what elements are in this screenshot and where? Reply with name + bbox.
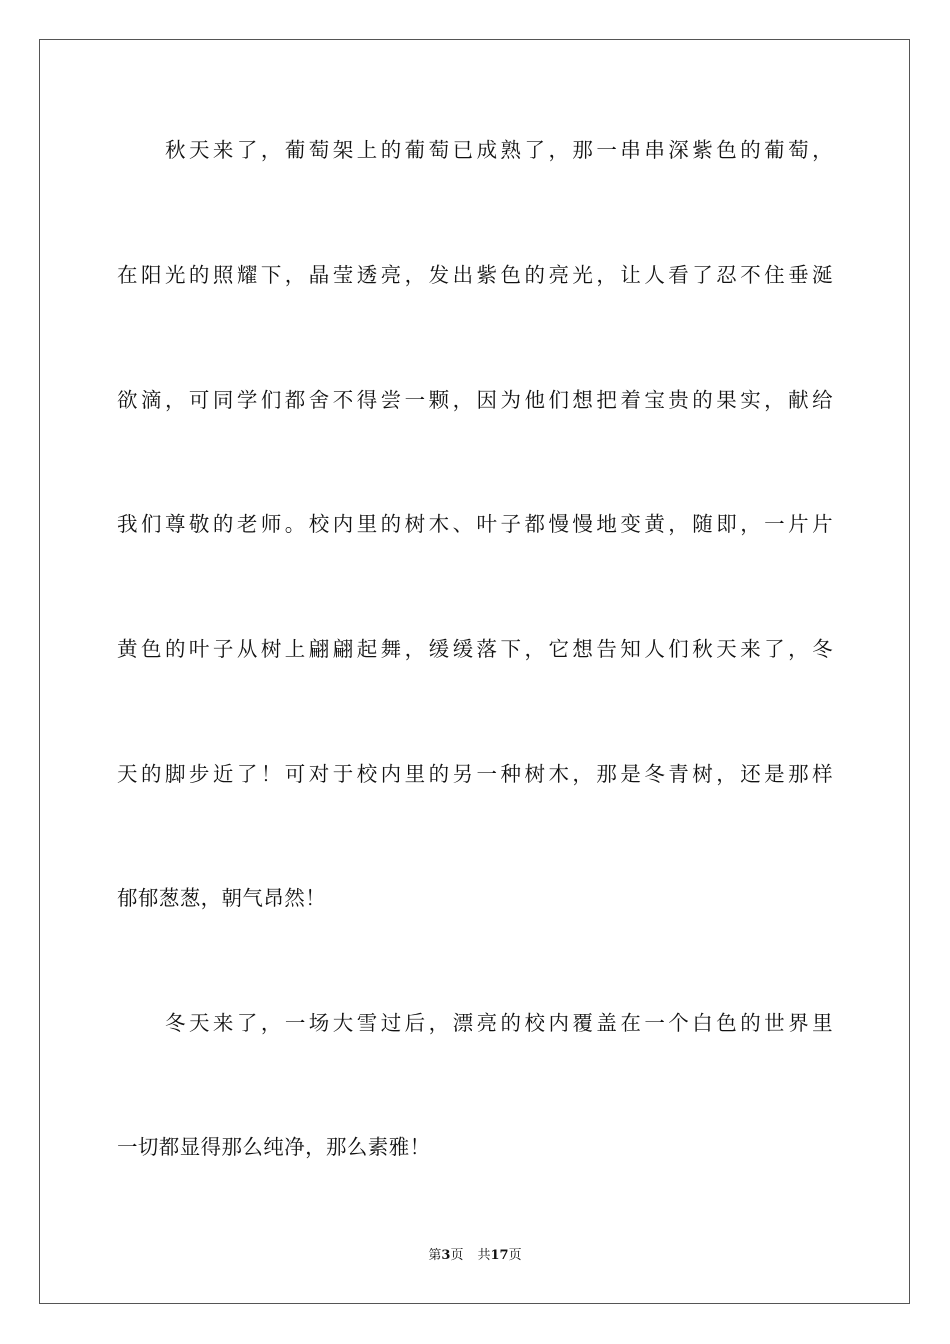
- page-border: [39, 39, 910, 1304]
- paragraph-line: 冬天来了，一场大雪过后，漂亮的校内覆盖在一个白色的世界里: [165, 1011, 833, 1035]
- page-number: 3: [441, 1248, 451, 1263]
- page-suffix: 页: [450, 1248, 464, 1263]
- total-prefix: 共: [477, 1248, 491, 1263]
- paragraph-line: 郁郁葱葱，朝气昂然！: [117, 886, 326, 910]
- paragraph-line: 天的脚步近了！可对于校内里的另一种树木，那是冬青树，还是那样: [117, 762, 833, 786]
- paragraph-line: 秋天来了，葡萄架上的葡萄已成熟了，那一串串深紫色的葡萄，: [165, 138, 833, 162]
- total-suffix: 页: [508, 1248, 522, 1263]
- paragraph-line: 欲滴，可同学们都舍不得尝一颗，因为他们想把着宝贵的果实，献给: [117, 388, 833, 412]
- paragraph-line: 黄色的叶子从树上翩翩起舞，缓缓落下，它想告知人们秋天来了，冬: [117, 637, 833, 661]
- page-footer: [0, 1248, 950, 1264]
- page-prefix: 第: [428, 1248, 442, 1263]
- paragraph-line: 一切都显得那么纯净，那么素雅！: [117, 1135, 431, 1159]
- paragraph-line: 我们尊敬的老师。校内里的树木、叶子都慢慢地变黄，随即，一片片: [117, 512, 833, 536]
- total-pages: 17: [490, 1248, 509, 1263]
- paragraph-line: 在阳光的照耀下，晶莹透亮，发出紫色的亮光，让人看了忍不住垂涎: [117, 263, 833, 287]
